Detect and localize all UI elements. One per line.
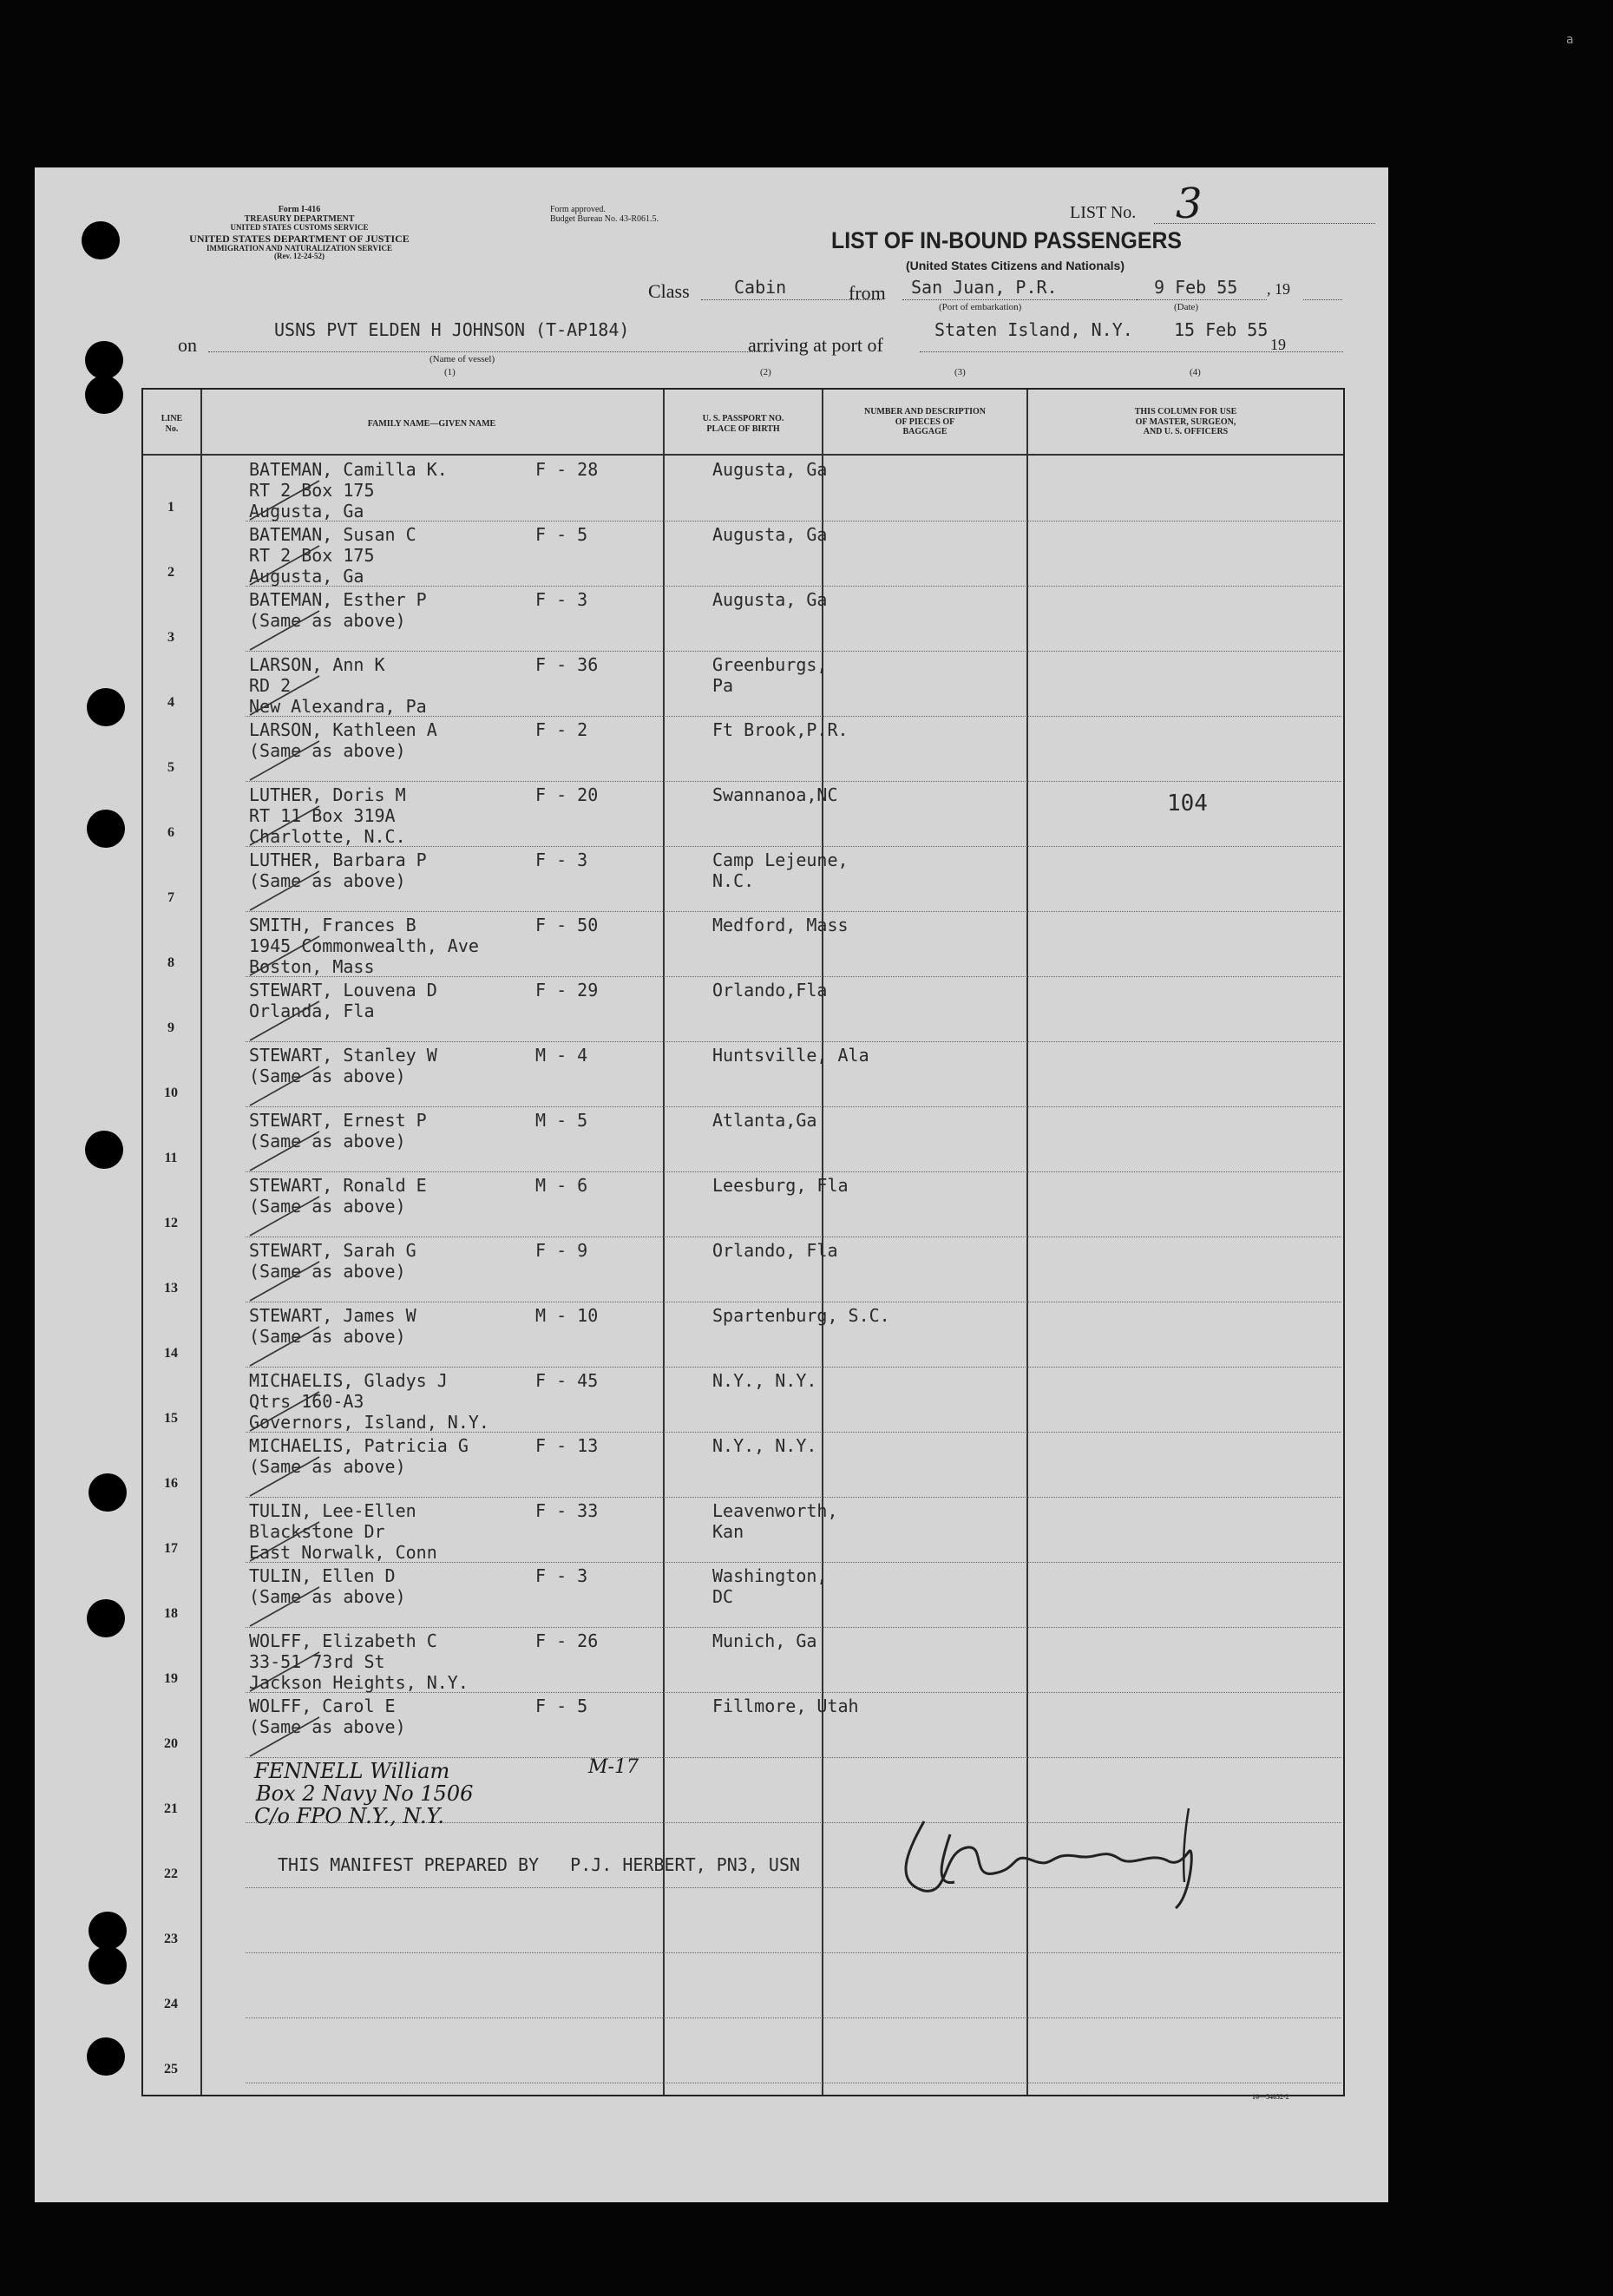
- ins-service: IMMIGRATION AND NATURALIZATION SERVICE: [207, 244, 392, 253]
- check-tick: [246, 802, 324, 854]
- check-tick: [246, 1518, 324, 1570]
- passenger-name: LUTHER, Barbara P: [249, 850, 427, 870]
- passenger-name: STEWART, Ronald E: [249, 1175, 427, 1196]
- punch-hole: [87, 688, 125, 726]
- date-caption: (Date): [1174, 302, 1199, 312]
- passenger-address: 1945 Commonwealth, Ave Boston, Mass: [249, 935, 479, 977]
- passenger-address: 33-51 73rd St Jackson Heights, N.Y.: [249, 1651, 469, 1693]
- line-number: 23: [164, 1932, 178, 1946]
- check-tick: [246, 1062, 324, 1114]
- passenger-address: (Same as above): [249, 1456, 406, 1477]
- th-passport: U. S. PASSPORT NO. PLACE OF BIRTH: [702, 414, 784, 434]
- table-row: [143, 1565, 1341, 1630]
- check-tick: [246, 1713, 324, 1765]
- place-of-birth: Camp Lejeune, N.C.: [712, 850, 849, 891]
- class-value: Cabin: [734, 277, 787, 298]
- punch-hole: [89, 1473, 127, 1512]
- table-row: [143, 850, 1341, 915]
- passenger-address: RT 2 Box 175 Augusta, Ga: [249, 545, 375, 587]
- passenger-address: (Same as above): [249, 1066, 406, 1086]
- passenger-sex-age: F - 3: [535, 1565, 588, 1586]
- line-number: 21: [164, 1801, 178, 1816]
- place-of-birth: Leavenworth, Kan: [712, 1500, 838, 1542]
- table-row: [143, 1175, 1341, 1240]
- passenger-address: (Same as above): [249, 1196, 406, 1217]
- line-number: 18: [164, 1606, 178, 1621]
- revision-date: (Rev. 12-24-52): [274, 252, 325, 261]
- passenger-name: LARSON, Kathleen A: [249, 719, 437, 740]
- vessel-name-value: USNS PVT ELDEN H JOHNSON (T-AP184): [274, 319, 630, 340]
- punch-hole: [85, 1131, 123, 1169]
- place-of-birth: Atlanta,Ga: [712, 1110, 817, 1131]
- place-of-birth: Munich, Ga: [712, 1630, 817, 1651]
- passenger-name: BATEMAN, Esther P: [249, 589, 427, 610]
- check-tick: [246, 867, 324, 919]
- table-row: [143, 784, 1341, 850]
- table-row: [143, 719, 1341, 784]
- place-of-birth: Swannanoa,NC: [712, 784, 838, 805]
- passenger-sex-age: M - 10: [535, 1305, 599, 1326]
- arriving-label: arriving at port of: [748, 334, 883, 356]
- punch-hole: [85, 376, 123, 414]
- place-of-birth: Spartenburg, S.C.: [712, 1305, 890, 1326]
- line-number: 25: [164, 2062, 178, 2076]
- check-tick: [246, 1192, 324, 1244]
- passenger-sex-age: F - 3: [535, 850, 588, 870]
- passenger-address: Qtrs 160-A3 Governors, Island, N.Y.: [249, 1391, 489, 1433]
- check-tick: [246, 476, 324, 528]
- passenger-sex-age: M - 5: [535, 1110, 588, 1131]
- embark-port-value: San Juan, P.R.: [911, 277, 1058, 298]
- passenger-sex-age: F - 45: [535, 1370, 599, 1391]
- vessel-caption: (Name of vessel): [429, 354, 495, 364]
- col-number-2: (2): [760, 367, 771, 377]
- passenger-sex-age: F - 9: [535, 1240, 588, 1261]
- page-title: LIST OF IN-BOUND PASSENGERS: [831, 227, 1182, 253]
- col-number-4: (4): [1190, 367, 1201, 377]
- place-of-birth: Greenburgs, Pa: [712, 654, 828, 696]
- form-number: Form I-416: [278, 205, 321, 214]
- place-of-birth: Leesburg, Fla: [712, 1175, 849, 1196]
- table-row: [143, 1305, 1341, 1370]
- embark-date-value: 9 Feb 55: [1154, 277, 1238, 298]
- place-of-birth: N.Y., N.Y.: [712, 1435, 817, 1456]
- table-row: [143, 915, 1341, 980]
- passenger-address: (Same as above): [249, 1586, 406, 1607]
- passenger-sex-age: M - 4: [535, 1045, 588, 1066]
- line-number: 22: [164, 1866, 178, 1881]
- line-number: 10: [164, 1086, 178, 1100]
- passenger-table: [141, 388, 1345, 2096]
- punch-hole: [85, 341, 123, 379]
- check-tick: [246, 1453, 324, 1505]
- table-row: [143, 1500, 1341, 1565]
- approval-block: [550, 206, 659, 224]
- passenger-name: LARSON, Ann K: [249, 654, 385, 675]
- check-tick: [246, 1322, 324, 1374]
- passenger-name: BATEMAN, Camilla K.: [249, 459, 448, 480]
- table-row: [143, 980, 1341, 1045]
- passenger-address: RD 2 New Alexandra, Pa: [249, 675, 427, 717]
- passenger-sex-age: F - 20: [535, 784, 599, 805]
- line-number: 5: [167, 760, 174, 775]
- line-number: 6: [167, 825, 174, 840]
- passenger-name: BATEMAN, Susan C: [249, 524, 416, 545]
- footer-code: 16—54052-2: [1252, 2093, 1289, 2101]
- passenger-name: MICHAELIS, Gladys J: [249, 1370, 448, 1391]
- list-no-label: LIST No.: [1070, 203, 1137, 222]
- passenger-name: STEWART, Ernest P: [249, 1110, 427, 1131]
- line-number: 12: [164, 1216, 178, 1230]
- table-row: [143, 589, 1341, 654]
- passenger-sex-age: F - 29: [535, 980, 599, 1000]
- corner-mark: a: [1566, 33, 1574, 47]
- officer-mark: 104: [1167, 790, 1208, 817]
- col-number-1: (1): [444, 367, 456, 377]
- line-number: 16: [164, 1476, 178, 1491]
- passenger-address: (Same as above): [249, 1131, 406, 1151]
- passenger-address: (Same as above): [249, 740, 406, 761]
- passenger-name: MICHAELIS, Patricia G: [249, 1435, 469, 1456]
- passenger-name: WOLFF, Carol E: [249, 1696, 396, 1716]
- passenger-address: (Same as above): [249, 1326, 406, 1347]
- check-tick: [246, 1583, 324, 1635]
- punch-hole: [87, 2037, 125, 2076]
- punch-hole: [82, 221, 120, 259]
- passenger-sex-age: F - 3: [535, 589, 588, 610]
- table-row: [143, 459, 1341, 524]
- table-row: [143, 654, 1341, 719]
- check-tick: [246, 541, 324, 594]
- row-rule: [246, 2017, 1341, 2018]
- date-line: [1137, 299, 1267, 300]
- passenger-address: Blackstone Dr East Norwalk, Conn: [249, 1521, 437, 1563]
- port-line: [902, 299, 1137, 300]
- budget-bureau: Budget Bureau No. 43-R061.5.: [550, 213, 659, 224]
- vessel-line: [208, 351, 772, 352]
- th-line-no: LINE No.: [161, 414, 183, 434]
- from-label: from: [849, 282, 886, 304]
- handwritten-passenger-name: FENNELL William: [254, 1759, 450, 1783]
- passenger-sex-age: F - 28: [535, 459, 599, 480]
- place-of-birth: Orlando, Fla: [712, 1240, 838, 1261]
- punch-hole: [89, 1946, 127, 1984]
- handwritten-sexage: M-17: [588, 1756, 639, 1778]
- port-caption: (Port of embarkation): [939, 302, 1022, 312]
- line-number: 9: [167, 1020, 174, 1035]
- passenger-name: STEWART, James W: [249, 1305, 416, 1326]
- th-officers: THIS COLUMN FOR USE OF MASTER, SURGEON, AND U. S. OFFICERS: [1134, 407, 1237, 436]
- passenger-sex-age: F - 2: [535, 719, 588, 740]
- class-label: Class: [648, 280, 690, 302]
- passenger-address: (Same as above): [249, 1261, 406, 1282]
- line-number: 17: [164, 1541, 178, 1556]
- th-baggage: NUMBER AND DESCRIPTION OF PIECES OF BAGGAGE: [863, 407, 986, 436]
- table-row: [143, 1696, 1341, 1761]
- check-tick: [246, 1387, 324, 1440]
- line-number: 14: [164, 1346, 178, 1361]
- passenger-address: (Same as above): [249, 870, 406, 891]
- place-of-birth: Ft Brook,P.R.: [712, 719, 849, 740]
- place-of-birth: N.Y., N.Y.: [712, 1370, 817, 1391]
- arrival-port-value: Staten Island, N.Y.: [934, 319, 1133, 340]
- passenger-sex-age: F - 26: [535, 1630, 599, 1651]
- officer-signature: [889, 1800, 1219, 1917]
- place-of-birth: Washington, DC: [712, 1565, 828, 1607]
- list-no-value: 3: [1176, 180, 1203, 228]
- check-tick: [246, 932, 324, 984]
- place-of-birth: Huntsville, Ala: [712, 1045, 869, 1066]
- page-subtitle: (United States Citizens and Nationals): [905, 259, 1125, 272]
- table-row: [143, 1370, 1341, 1435]
- line-number: 24: [164, 1997, 178, 2011]
- passenger-name: TULIN, Ellen D: [249, 1565, 396, 1586]
- year-suffix-2: 19: [1270, 336, 1286, 353]
- check-tick: [246, 1648, 324, 1700]
- line-number: 19: [164, 1671, 178, 1686]
- passenger-sex-age: F - 13: [535, 1435, 599, 1456]
- place-of-birth: Fillmore, Utah: [712, 1696, 859, 1716]
- line-number: 3: [167, 630, 174, 645]
- check-tick: [246, 737, 324, 789]
- line-number: 13: [164, 1281, 178, 1296]
- check-tick: [246, 672, 324, 724]
- handwritten-address-2: C/o FPO N.Y., N.Y.: [254, 1804, 444, 1828]
- table-row: [143, 1110, 1341, 1175]
- place-of-birth: Medford, Mass: [712, 915, 849, 935]
- line-number: 7: [167, 890, 174, 905]
- col-number-3: (3): [954, 367, 966, 377]
- passenger-sex-age: F - 36: [535, 654, 599, 675]
- passenger-name: LUTHER, Doris M: [249, 784, 406, 805]
- passenger-address: RT 11 Box 319A Charlotte, N.C.: [249, 805, 406, 847]
- passenger-name: STEWART, Sarah G: [249, 1240, 416, 1261]
- passenger-name: TULIN, Lee-Ellen: [249, 1500, 416, 1521]
- line-number: 4: [167, 695, 174, 710]
- punch-hole: [87, 1599, 125, 1637]
- place-of-birth: Augusta, Ga: [712, 459, 828, 480]
- passenger-name: SMITH, Frances B: [249, 915, 416, 935]
- passenger-sex-age: F - 50: [535, 915, 599, 935]
- table-row: [143, 1630, 1341, 1696]
- line-number: 11: [164, 1151, 178, 1165]
- passenger-address: RT 2 Box 175 Augusta, Ga: [249, 480, 375, 522]
- customs-service: UNITED STATES CUSTOMS SERVICE: [230, 223, 369, 232]
- table-row: [143, 1240, 1341, 1305]
- check-tick: [246, 997, 324, 1049]
- justice-dept: UNITED STATES DEPARTMENT OF JUSTICE: [189, 233, 410, 246]
- line-number: 1: [167, 500, 174, 515]
- passenger-sex-age: F - 33: [535, 1500, 599, 1521]
- year-line: [1303, 299, 1342, 300]
- passenger-name: STEWART, Stanley W: [249, 1045, 437, 1066]
- line-number: 15: [164, 1411, 178, 1426]
- passenger-address: Orlanda, Fla: [249, 1000, 375, 1021]
- on-label: on: [178, 334, 197, 356]
- year-suffix: , 19: [1267, 280, 1290, 298]
- table-row: [143, 1435, 1341, 1500]
- manifest-preparer-note: THIS MANIFEST PREPARED BY P.J. HERBERT, PN3, USN: [278, 1854, 801, 1875]
- form-id-block: [148, 206, 451, 261]
- passenger-sex-age: F - 5: [535, 1696, 588, 1716]
- passenger-address: (Same as above): [249, 610, 406, 631]
- line-number: 20: [164, 1736, 178, 1751]
- row-rule: [246, 1952, 1341, 1953]
- passenger-name: STEWART, Louvena D: [249, 980, 437, 1000]
- check-tick: [246, 607, 324, 659]
- punch-hole: [89, 1912, 127, 1950]
- header-rule: [143, 454, 1343, 456]
- arrival-date-value: 15 Feb 55: [1174, 319, 1269, 340]
- table-row: [143, 1045, 1341, 1110]
- passenger-address: (Same as above): [249, 1716, 406, 1737]
- table-row: [143, 524, 1341, 589]
- place-of-birth: Orlando,Fla: [712, 980, 828, 1000]
- line-number: 2: [167, 565, 174, 580]
- treasury-dept: TREASURY DEPARTMENT: [244, 213, 355, 224]
- passenger-sex-age: F - 5: [535, 524, 588, 545]
- line-number: 8: [167, 955, 174, 970]
- handwritten-address-1: Box 2 Navy No 1506: [256, 1781, 474, 1806]
- passenger-sex-age: M - 6: [535, 1175, 588, 1196]
- th-name: FAMILY NAME—GIVEN NAME: [367, 419, 496, 429]
- passenger-name: WOLFF, Elizabeth C: [249, 1630, 437, 1651]
- form-approved: Form approved.: [550, 205, 606, 214]
- check-tick: [246, 1127, 324, 1179]
- check-tick: [246, 1257, 324, 1309]
- place-of-birth: Augusta, Ga: [712, 589, 828, 610]
- punch-hole: [87, 810, 125, 848]
- place-of-birth: Augusta, Ga: [712, 524, 828, 545]
